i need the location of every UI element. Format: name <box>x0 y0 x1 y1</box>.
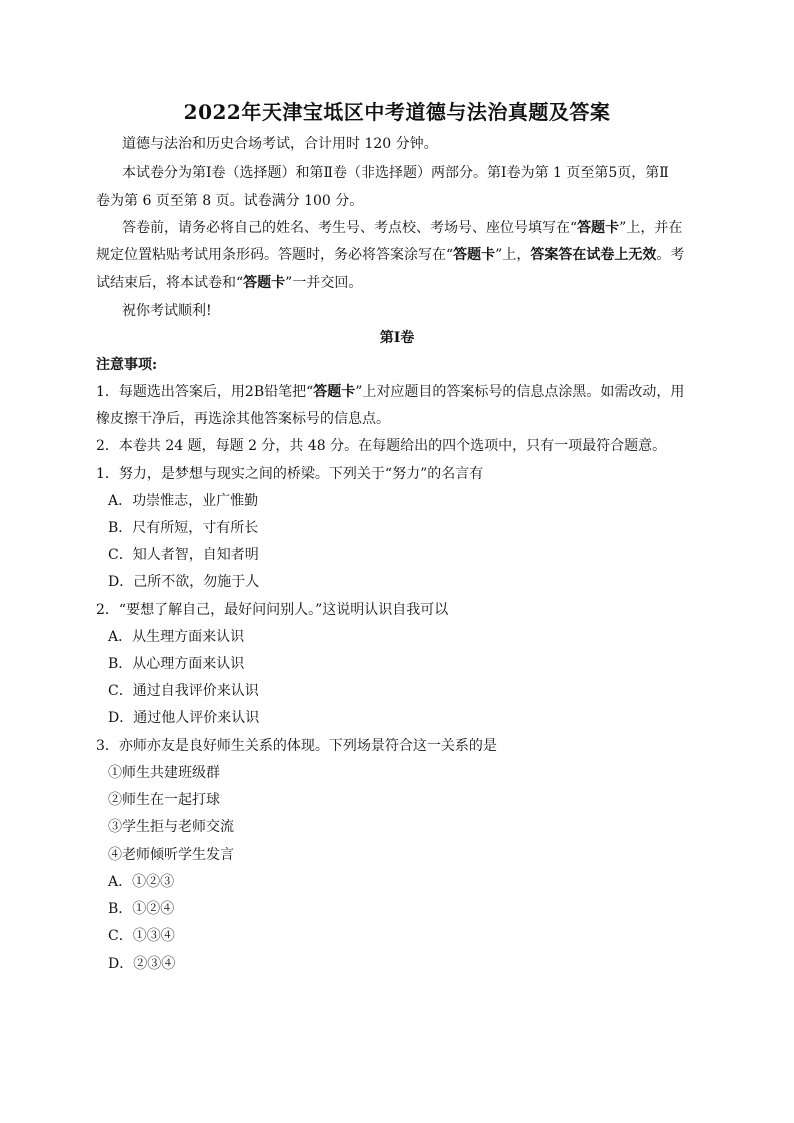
note-1b: 橡皮擦干净后，再选涂其他答案标号的信息点。 <box>96 411 390 427</box>
page-title: 2022年天津宝坻区中考道德与法治真题及答案 <box>183 100 611 124</box>
question-2-option-a: A．从生理方面来认识 <box>108 629 245 645</box>
question-2-option-d: D．通过他人评价来认识 <box>108 710 260 726</box>
question-3-option-d: D．②③④ <box>108 956 176 972</box>
question-3-item-2: ②师生在一起打球 <box>108 792 220 808</box>
intro-line-3c: 试结束后，将本试卷和“答题卡”一并交回。 <box>96 275 363 291</box>
intro-line-1: 道德与法治和历史合场考试，合计用时 120 分钟。 <box>122 136 438 152</box>
section-title: 第Ⅰ卷 <box>379 330 415 346</box>
intro-line-3a: 答卷前，请务必将自己的姓名、考生号、考点校、考场号、座位号填写在“答题卡”上，并在 <box>122 220 683 236</box>
question-3-item-3: ③学生拒与老师交流 <box>108 819 234 835</box>
intro-line-4: 祝你考试顺利! <box>122 303 212 319</box>
question-1-stem: 1．努力，是梦想与现实之间的桥梁。下列关于“努力”的名言有 <box>96 466 484 482</box>
question-2-option-b: B．从心理方面来认识 <box>108 656 245 672</box>
intro-line-2a: 本试卷分为第Ⅰ卷（选择题）和第Ⅱ卷（非选择题）两部分。第Ⅰ卷为第 1 页至第5页，第Ⅱ <box>122 165 669 181</box>
question-3-option-c: C．①③④ <box>108 928 175 944</box>
question-3-option-b: B．①②④ <box>108 901 175 917</box>
note-1a: 1．每题选出答案后，用2B铅笔把“答题卡”上对应题目的答案标号的信息点涂黑。如需改动，用 <box>96 384 685 400</box>
question-3-stem: 3．亦师亦友是良好师生关系的体现。下列场景符合这一关系的是 <box>96 738 497 754</box>
question-1-option-d: D．己所不欲，勿施于人 <box>108 574 260 590</box>
notes-heading: 注意事项: <box>96 357 158 373</box>
intro-line-2b: 卷为第 6 页至第 8 页。试卷满分 100 分。 <box>96 193 364 209</box>
question-3-option-a: A．①②③ <box>108 874 175 890</box>
question-3-item-1: ①师生共建班级群 <box>108 765 220 781</box>
question-2-option-c: C．通过自我评价来认识 <box>108 683 259 699</box>
question-2-stem: 2．“要想了解自己，最好问问别人。”这说明认识自我可以 <box>96 602 449 618</box>
question-1-option-b: B．尺有所短，寸有所长 <box>108 520 259 536</box>
question-1-option-a: A．功崇惟志，业广惟勤 <box>108 493 259 509</box>
note-2: 2．本卷共 24 题，每题 2 分，共 48 分。在每题给出的四个选项中，只有一项最符合题意。 <box>96 438 667 454</box>
intro-line-3b: 规定位置粘贴考试用条形码。答题时，务必将答案涂写在“答题卡”上，答案答在试卷上无效。考 <box>96 247 685 263</box>
question-3-item-4: ④老师倾听学生发言 <box>108 847 234 863</box>
question-1-option-c: C．知人者智，自知者明 <box>108 547 259 563</box>
